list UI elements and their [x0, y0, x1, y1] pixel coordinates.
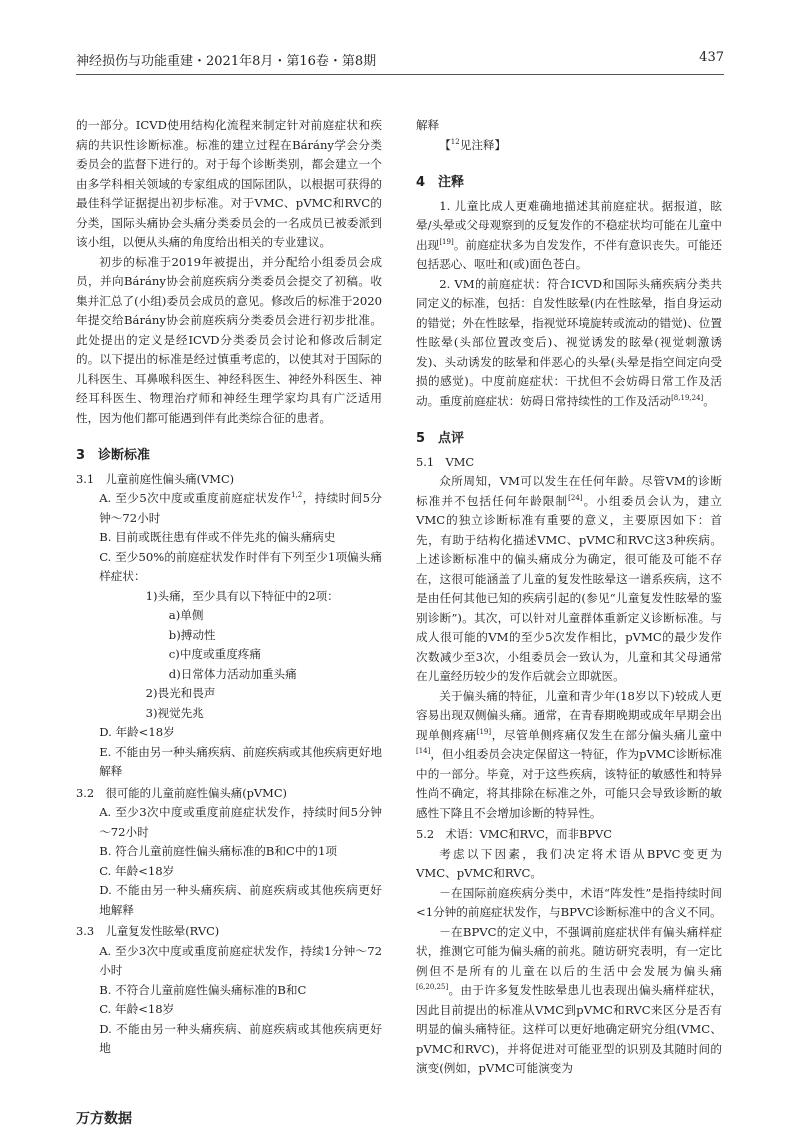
paragraph: 关于偏头痛的特征，儿童和青少年(18岁以下)较成人更容易出现双侧偏头痛。通常，在青春期晚期或成年早期会出现单侧疼痛[19]，尽管单侧疼痛仅发生在部分偏头痛儿童中[14]，但小组委员会决定保留这一特征，作为pVMC诊断标准中的一部分。毕竟，对于这些疾病，该特征的敏感性和特异性尚不确定，将其排除在标准之外，可能只会导致诊断的敏感性下降且不会增加诊断的特异性。 [416, 688, 722, 820]
paragraph: 众所周知，VM可以发生在任何年龄。尽管VM的诊断标准并不包括任何年龄限制[24]。小组委员会认为，建立VMC的独立诊断标准有重要的意义，主要原因如下：首先，有助于结构化描述VMC、pVMC和RVC这3种疾病。上述诊断标准中的偏头痛成分为确定，很可能及可能不存在，这很可能涵盖了儿童的复发性眩晕这一谱系疾病，这不是由任何其他已知的疾病引起的(参见“儿童复发性眩晕的鉴别诊断”)。其次，可以针对儿童群体重新定义诊断标准。与成人很可能的VM的至少5次发作相比，pVMC的最少发作次数减少至3次，小组委员会一致认为，儿童和其父母通常在儿童经历较少的发作后就会立即就医。 [416, 474, 722, 683]
criterion-b: B. 符合儿童前庭性偏头痛标准的B和C中的1项 [99, 844, 337, 858]
note-reference: 【$^{12}$见注释】 [439, 137, 507, 152]
criterion-c: C. 至少50%的前庭症状发作时伴有下列至少1项偏头痛样症状： [99, 549, 382, 583]
subsection-heading-3-2: 3.2 很可能的儿童前庭性偏头痛(pVMC) [76, 785, 287, 800]
journal-title: 神经损伤与功能重建・2021年8月・第16卷・第8期 [76, 54, 377, 69]
criterion-d: D. 年龄<18岁 [99, 725, 175, 739]
paragraph: 考虑以下因素，我们决定将术语从BPVC变更为VMC、pVMC和RVC。 [416, 846, 722, 880]
criterion-d: D. 不能由另一种头痛疾病、前庭疾病或其他疾病更好地 [99, 1021, 382, 1055]
criterion-c-1: 1)头痛，至少具有以下特征中的2项： [145, 588, 339, 603]
section-heading-3: 3 诊断标准 [76, 448, 151, 463]
paragraph: 的一部分。ICVD使用结构化流程来制定针对前庭症状和疾病的共识性诊断标准。标准的建立过程在Bárány学会分类委员会的监督下进行的。对于每个诊断类别，都会建立一个由多学科相关领域的专家组成的国际团队，以根据可获得的最佳科学证据提出初步标准。对于VMC、pVMC和RVC的分类，国际头痛协会头痛分类委员会的一名成员已被委派到该小组，以便从头痛的角度给出相关的专业建议。 [76, 118, 382, 249]
left-column [76, 116, 382, 1059]
subsection-heading-3-1: 3.1 儿童前庭性偏头痛(VMC) [76, 471, 235, 486]
subsection-heading-5-2: 5.2 术语：VMC和RVC，而非BPVC [416, 827, 612, 841]
criterion-c-1a: a)单侧 [168, 608, 204, 622]
header-rule [76, 74, 724, 75]
paragraph: －在BPVC的定义中，不强调前庭症状伴有偏头痛样症状，推测它可能为偏头痛的前兆。随访研究表明，有一定比例但不是所有的儿童在以后的生活中会发展为偏头痛[6,20,25]。由于许多复发性眩晕患儿也表现出偏头痛样症状，因此目前提出的标准从VMC到pVMC和RVC来区分是否有明显的偏头痛特征。这样可以更好地确定研究分组(VMC、pVMC和RVC)，并将促进对可能亚型的识别及其随时间的演变(例如，pVMC可能演变为 [416, 924, 722, 1075]
paragraph: －在国际前庭疾病分类中，术语“阵发性”是指持续时间<1分钟的前庭症状发作，与BPVC诊断标准中的含义不同。 [416, 885, 722, 919]
criterion-a: A. 至少3次中度或重度前庭症状发作，持续1分钟～72小时 [99, 943, 382, 977]
criterion-c: C. 年龄<18岁 [99, 1002, 175, 1016]
note-1: 1. 儿童比成人更难确地描述其前庭症状。据报道，眩晕/头晕或父母观察到的反复发作的不稳症状均可能在儿童中出现[19]。前庭症状多为自发发作，不伴有意识丧失。可能还包括恶心、呕吐和(或)面色苍白。 [416, 198, 722, 271]
running-header [76, 50, 724, 72]
subsection-heading-5-1: 5.1 VMC [416, 454, 475, 469]
continuation: 解释 [416, 118, 440, 132]
criterion-b: B. 目前或既往患有伴或不伴先兆的偏头痛病史 [99, 530, 336, 544]
criterion-c-3: 3)视觉先兆 [145, 705, 204, 720]
criterion-a: A. 至少3次中度或重度前庭症状发作，持续时间5分钟～72小时 [99, 805, 382, 839]
criterion-e: E. 不能由另一种头痛疾病、前庭疾病或其他疾病更好地解释 [99, 744, 382, 778]
watermark-footer: 万方数据 [76, 1111, 132, 1127]
criterion-c-2: 2)畏光和畏声 [145, 686, 216, 700]
subsection-heading-3-3: 3.3 儿童复发性眩晕(RVC) [76, 924, 220, 938]
criterion-c-1b: b)搏动性 [168, 627, 216, 642]
section-heading-5: 5 点评 [416, 431, 465, 446]
criterion-c: C. 年龄<18岁 [99, 863, 175, 878]
criterion-c-1d: d)日常体力活动加重头痛 [168, 666, 297, 681]
criterion-b: B. 不符合儿童前庭性偏头痛标准的B和C [99, 982, 307, 997]
criterion-c-1c: c)中度或重度疼痛 [168, 647, 261, 661]
right-column [416, 116, 722, 1079]
criterion-a: A. 至少5次中度或重度前庭症状发作$^{1,2}$，持续时间5分钟～72小时 [99, 491, 382, 525]
criterion-d: D. 不能由另一种头痛疾病、前庭疾病或其他疾病更好地解释 [99, 883, 382, 917]
page-number: 437 [699, 50, 724, 65]
paragraph: 初步的标准于2019年被提出，并分配给小组委员会成员，并向Bárány协会前庭疾病分类委员会提交了初稿。收集并汇总了(小组)委员会成员的意见。修改后的标准于2020年提交给Bárány协会前庭疾病分类委员会进行初步批准。此处提出的定义是经ICVD分类委员会讨论和修改后制定的。以下提出的标准是经过慎重考虑的，以使其对于国际的儿科医生、耳鼻喉科医生、神经科医生、神经外科医生、神经耳科医生、物理治疗师和神经生理学家均具有广泛适用性，因为他们都可能遇到伴有此类综合征的患者。 [76, 254, 382, 425]
section-heading-4: 4 注释 [416, 175, 465, 190]
note-2: 2. VM的前庭症状：符合ICVD和国际头痛疾病分类共同定义的标准，包括：自发性眩晕(内在性眩晕，指自身运动的错觉；外在性眩晕，指视觉环境旋转或流动的错觉)、位置性眩晕(头部位置改变后)、视觉诱发的眩晕(视觉刺激诱发)、头动诱发的眩晕和伴恶心的头晕(头晕是指空间定向受损的感觉)。中度前庭症状：干扰但不会妨碍日常工作及活动。重度前庭症状：妨碍日常持续性的工作及活动[8,19,24]。 [416, 276, 722, 408]
